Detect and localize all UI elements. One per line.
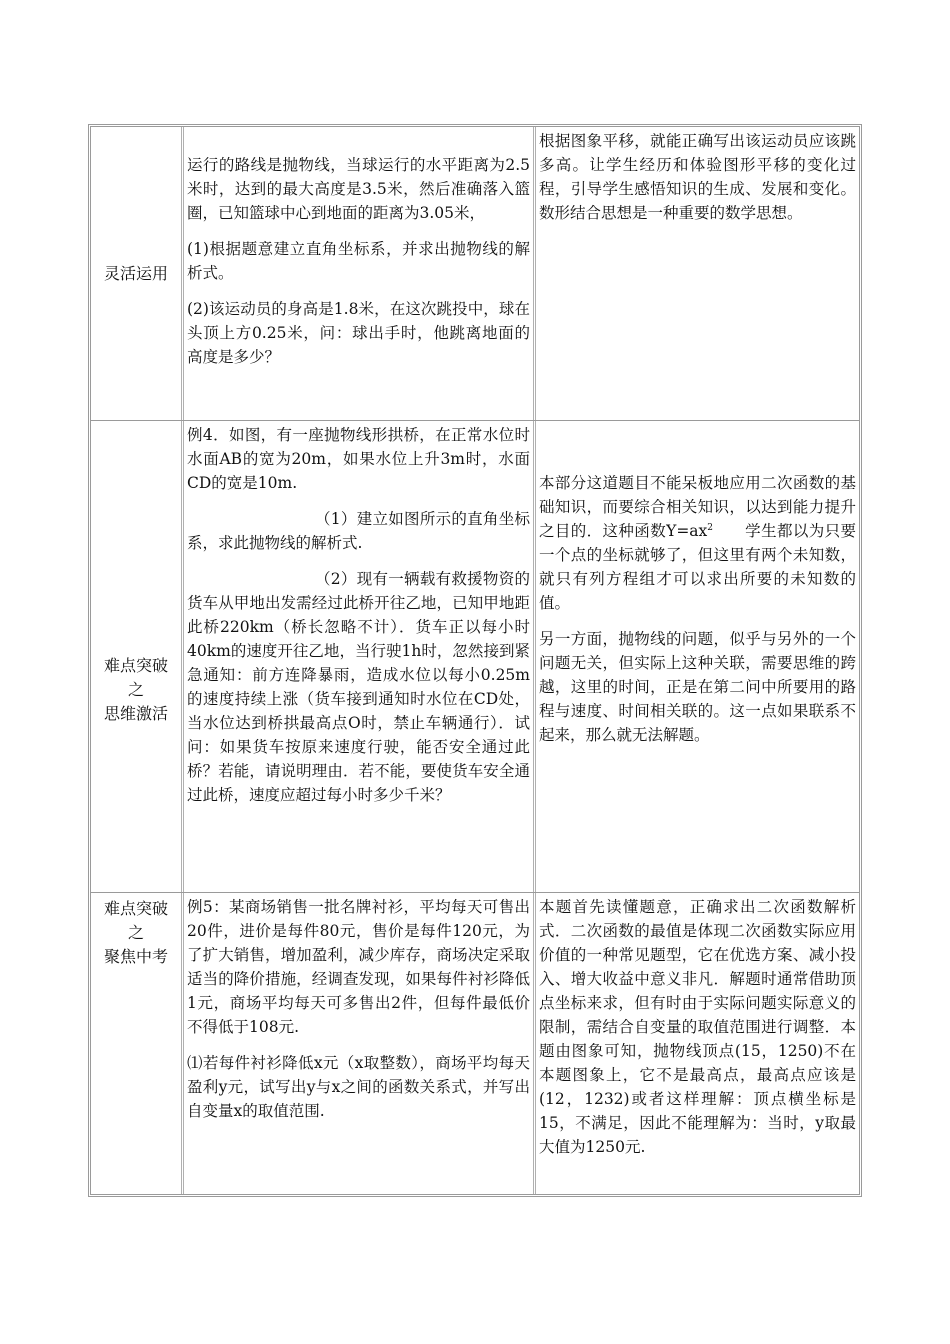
problem-cell bbox=[184, 421, 536, 892]
row-label-line: 聚焦中考 bbox=[103, 947, 168, 966]
table-row bbox=[91, 127, 859, 421]
row-label-text: 灵活运用 bbox=[103, 263, 168, 283]
row-label bbox=[91, 421, 184, 892]
commentary-cell bbox=[536, 127, 859, 420]
table-row bbox=[91, 421, 859, 893]
problem-text: 运行的路线是抛物线，当球运行的水平距离为2.5米时，达到的最大高度是3.5米，然后准确落入篮圈，已知篮球中心到地面的距离为3.05米， bbox=[187, 156, 530, 222]
problem-text: 例4．如图，有一座抛物线形拱桥，在正常水位时水面AB的宽为20m，如果水位上升3m时，水面CD的宽是10m. bbox=[187, 426, 530, 492]
row-label bbox=[91, 893, 184, 1194]
row-label-line: 思维激活 bbox=[103, 703, 168, 723]
commentary-text: 另一方面，抛物线的问题，似乎与另外的一个问题无关，但实际上这种关联，需要思维的跨越，这里的时间，正是在第二问中所要用的路程与速度、时间相关联的。这一点如果联系不起来，那么就无法解题。 bbox=[539, 630, 856, 744]
commentary-text bbox=[539, 471, 856, 615]
row-label-line: 难点突破 bbox=[103, 899, 168, 918]
problem-part-1: （1）建立如图所示的直角坐标系，求此抛物线的解析式. bbox=[187, 510, 530, 552]
row-label-line: 难点突破 bbox=[103, 655, 168, 675]
problem-part-1: ⑴若每件衬衫降低x元（x取整数），商场平均每天盈利y元，试写出y与x之间的函数关系式，并写出自变量x的取值范围. bbox=[187, 1054, 530, 1120]
commentary-cell bbox=[536, 421, 859, 892]
exponent: 2 bbox=[707, 522, 714, 533]
lesson-plan-table bbox=[88, 124, 862, 1197]
row-label bbox=[91, 127, 184, 420]
commentary-text: 根据图象平移，就能正确写出该运动员应该跳多高。让学生经历和体验图形平移的变化过程，引导学生感悟知识的生成、发展和变化。数形结合思想是一种重要的数学思想。 bbox=[539, 132, 856, 222]
table-row bbox=[91, 893, 859, 1194]
commentary-cell bbox=[536, 893, 859, 1194]
commentary-text: 本题首先读懂题意，正确求出二次函数解析式．二次函数的最值是体现二次函数实际应用价值的一种常见题型，它在优选方案、减小投入、增大收益中意义非凡．解题时通常借助顶点坐标来求，但有时由于实际问题实际意义的限制，需结合自变量的取值范围进行调整．本题由图象可知，抛物线顶点(15，1250)不在本题图象上，它不是最高点，最高点应该是(12，1232)或者这样理解：顶点横坐标是15，不满足，因此不能理解为：当时，y取最大值为1250元. bbox=[539, 898, 856, 1156]
problem-text: 例5：某商场销售一批名牌衬衫，平均每天可售出20件，进价是每件80元，售价是每件120元，为了扩大销售，增加盈利，减少库存，商场决定采取适当的降价措施，经调查发现，如果每件衬衫降低1元，商场平均每天可多售出2件，但每件最低价不得低于108元. bbox=[187, 898, 530, 1036]
commentary-text-a: 本部分这道题目不能呆板地应用二次函数的基础知识，而要综合相关知识，以达到能力提升之目的．这种函数Y=ax bbox=[539, 474, 856, 540]
row-label-line: 之 bbox=[127, 679, 144, 699]
problem-cell bbox=[184, 127, 536, 420]
problem-part-2: （2）现有一辆载有救援物资的货车从甲地出发需经过此桥开往乙地，已知甲地距此桥220km（桥长忽略不计）．货车正以每小时40km的速度开往乙地，当行驶1h时，忽然接到紧急通知：前方连降暴雨，造成水位以每小0.25m的速度持续上涨（货车接到通知时水位在CD处，当水位达到桥拱最高点O时，禁止车辆通行）．试问：如果货车按原来速度行驶，能否安全通过此桥？若能，请说明理由．若不能，要使货车安全通过此桥，速度应超过每小时多少千米？ bbox=[187, 570, 530, 804]
commentary-text-b: 学生都以为只要一个点的坐标就够了，但这里有两个未知数，就只有列方程组才可以求出所要的未知数的值。 bbox=[539, 522, 856, 612]
problem-part-1: (1)根据题意建立直角坐标系，并求出抛物线的解析式。 bbox=[187, 240, 530, 282]
problem-part-2: (2)该运动员的身高是1.8米，在这次跳投中，球在头顶上方0.25米，问：球出手时，他跳离地面的高度是多少？ bbox=[187, 300, 530, 366]
problem-cell bbox=[184, 893, 536, 1194]
row-label-line: 之 bbox=[127, 923, 144, 942]
